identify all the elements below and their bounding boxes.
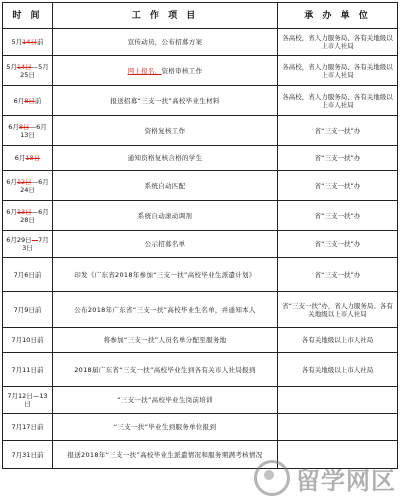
row-task-text: “三支一扶”高校毕业生岗前培训 — [117, 396, 213, 404]
row-task — [53, 146, 278, 171]
row-time-revised: 8日 — [24, 96, 35, 105]
row-time-part: 前 — [34, 96, 42, 105]
row-task — [53, 201, 278, 231]
row-unit: 各高校，省人力服务局、各有关地级以上市人社局 — [278, 56, 398, 86]
row-time-revised: 18日 — [25, 154, 41, 162]
row-unit: 省“三支一扶”办 — [278, 231, 398, 258]
row-time-part: 6月29日 — [6, 236, 32, 244]
row-time-revised: — — [31, 236, 39, 244]
row-task — [53, 29, 278, 56]
row-time-part: 7月11日前 — [11, 365, 44, 374]
row-time-part: 6月 — [13, 96, 25, 105]
row-time-part: 前 — [36, 38, 44, 46]
row-task-text: 将参加“三支一扶”人员名单分配至服务地 — [103, 336, 227, 344]
row-time — [3, 387, 53, 414]
table-header-row — [3, 3, 398, 29]
header-task: 工 作 项 目 — [53, 3, 278, 29]
row-time-revised: 13日 — [16, 207, 32, 216]
row-task-text: 2018届广东省“三支一扶”高校毕业生到各有关市人社局报到 — [74, 365, 256, 374]
row-task — [53, 56, 278, 86]
row-time — [3, 86, 53, 116]
row-time — [3, 258, 53, 292]
row-time-revised: 8日 — [18, 122, 30, 131]
table-row — [3, 116, 398, 146]
row-task-text: 宣传动员，公布招募方案 — [127, 38, 203, 46]
row-unit: 省“三支一扶”办 — [278, 258, 398, 292]
row-task-text: 系统自动匹配 — [144, 181, 186, 190]
header-unit: 承 办 单 位 — [278, 3, 398, 29]
row-unit: 各高校，省人力服务局、各有关地级以上市人社局 — [278, 29, 398, 56]
row-time — [3, 292, 53, 328]
row-task — [53, 292, 278, 328]
row-unit: 各有关地级以上市人社局 — [278, 353, 398, 387]
header-time: 时 间 — [3, 3, 53, 29]
row-task-text: 系统自动滚动调剂 — [137, 211, 193, 220]
watermark — [246, 456, 396, 500]
row-time — [3, 201, 53, 231]
row-unit: 省“三支一扶”办，省人力服务局、各有关地级以上市人社局 — [278, 292, 398, 328]
row-task-highlight: 网上报名， — [127, 66, 162, 75]
table-row — [3, 29, 398, 56]
row-task-text: 报送2018年“三支一扶”高校毕业生派遣情况和服务期满考核情况 — [67, 450, 263, 459]
table-row — [3, 328, 398, 353]
row-task — [53, 171, 278, 201]
row-time-part: 5月 — [11, 38, 23, 46]
row-unit: 省“三支一扶”办 — [278, 171, 398, 201]
row-time — [3, 171, 53, 201]
row-time — [3, 29, 53, 56]
table-row — [3, 56, 398, 86]
row-time-part: —5月25日 — [20, 62, 49, 79]
table-row — [3, 231, 398, 258]
row-task-text: 公示招募名单 — [144, 240, 186, 248]
row-task-text: 公布2018年广东省“三支一扶”高校毕业生名单，并通知本人 — [74, 305, 256, 314]
row-task — [53, 258, 278, 292]
row-unit: 省“三支一扶”办 — [278, 146, 398, 171]
row-time-part: 6月 — [14, 154, 26, 162]
row-time-part: 7月10日前 — [11, 336, 44, 344]
row-time — [3, 116, 53, 146]
row-time-part: 7月31日前 — [11, 450, 44, 459]
row-time — [3, 414, 53, 441]
row-time-part: 6月 — [6, 207, 17, 216]
row-time — [3, 353, 53, 387]
table-row — [3, 86, 398, 116]
watermark-text: 留学网区 — [296, 466, 396, 495]
row-task — [53, 441, 278, 469]
row-task — [53, 387, 278, 414]
row-task — [53, 116, 278, 146]
table-row — [3, 387, 398, 414]
row-time-part: 5月 — [6, 62, 17, 71]
row-unit: 省“三支一扶”办 — [278, 201, 398, 231]
row-time-revised: 14日 — [22, 38, 37, 46]
row-task — [53, 328, 278, 353]
row-time-part: 6月 — [8, 122, 19, 131]
row-time-revised: 14日 — [16, 62, 32, 71]
row-task-text: 通知资格复核合格的学生 — [127, 154, 203, 162]
logo-circle-icon — [254, 460, 290, 496]
row-time-part: 6月 — [6, 177, 17, 186]
row-task-text: 资格复核工作 — [144, 126, 186, 135]
row-task — [53, 353, 278, 387]
row-unit — [278, 414, 398, 441]
row-time-part: 7月6日前 — [13, 270, 42, 279]
table-row — [3, 171, 398, 201]
table-row — [3, 201, 398, 231]
row-time-part: 7月12日—13日 — [7, 392, 48, 408]
row-time-part: 7月3日 — [22, 236, 49, 252]
row-unit: 省“三支一扶”办 — [278, 116, 398, 146]
row-task-text: “三支一扶”毕业生到服务单位报到 — [113, 423, 217, 431]
schedule-table — [2, 2, 398, 469]
row-time-revised: 12日 — [16, 177, 32, 186]
row-task-text: 报送招募“三支一扶”高校毕业生材料 — [110, 96, 220, 105]
row-time — [3, 56, 53, 86]
row-task-text: 资格审核工作 — [161, 66, 203, 75]
table-row — [3, 292, 398, 328]
row-time — [3, 231, 53, 258]
row-unit: 各高校，省人力服务局、各有关地级以上市人社局 — [278, 86, 398, 116]
row-unit: 各有关地级以上市人社局 — [278, 328, 398, 353]
row-task — [53, 86, 278, 116]
row-task-text: 印发《广东省2018年参加“三支一扶”高校毕业生派遣计划》 — [74, 270, 256, 279]
row-time — [3, 328, 53, 353]
table-row — [3, 414, 398, 441]
table-row — [3, 258, 398, 292]
row-time — [3, 441, 53, 469]
table-row — [3, 353, 398, 387]
row-time — [3, 146, 53, 171]
row-time-part: —6月13日 — [20, 122, 47, 139]
row-task — [53, 414, 278, 441]
row-task — [53, 231, 278, 258]
row-time-part: —6月24日 — [20, 177, 49, 194]
row-time-part: 7月9日前 — [13, 305, 42, 314]
row-time-part: —6月28日 — [20, 207, 49, 224]
row-unit — [278, 387, 398, 414]
row-time-part: 7月17日前 — [11, 423, 44, 431]
table-row — [3, 146, 398, 171]
